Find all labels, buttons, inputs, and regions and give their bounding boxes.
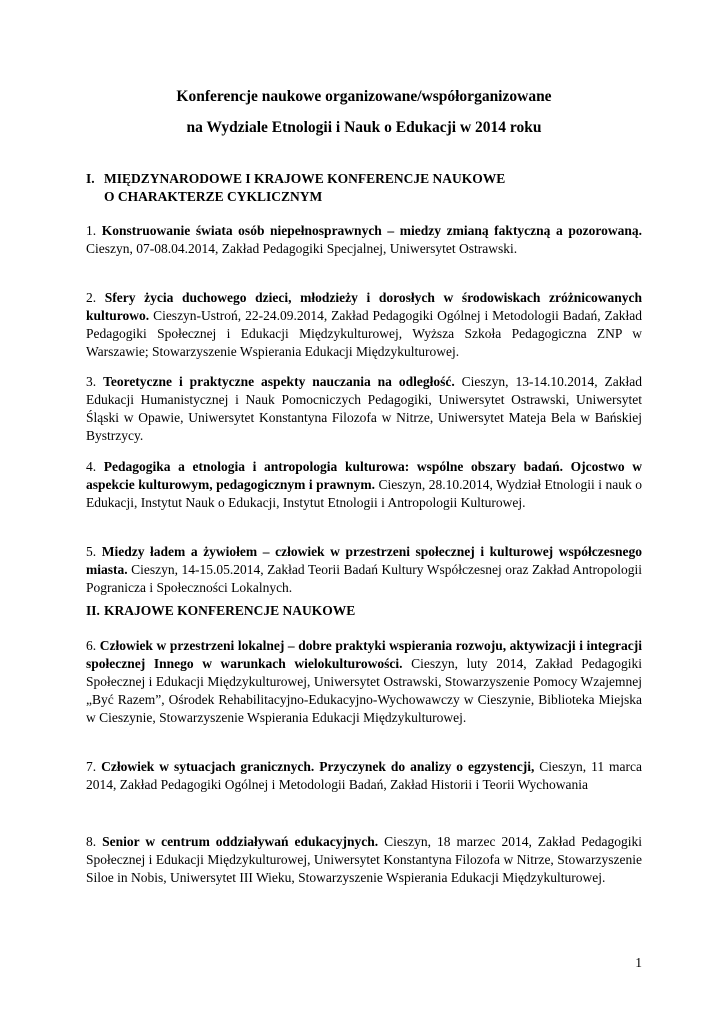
- item-title: Konstruowanie świata osób niepełnosprawnych – miedzy zmianą faktyczną a pozorowaną.: [101, 223, 643, 238]
- page-number: 1: [635, 955, 642, 970]
- item-number: 1.: [86, 223, 97, 238]
- item-details: Cieszyn, 28.10.2014, Wydział Etnologii i nauk o Edukacji, Instytut Nauk o Edukacji, Instytut Etnologii i Antropologii Kulturowej.: [86, 477, 642, 510]
- item-number: 6.: [86, 638, 97, 653]
- item-details: Cieszyn, 13-14.10.2014, Zakład Edukacji Humanistycznej i Nauk Pomocniczych Pedagogiki, Uniwersytet Ostrawski, Uniwersytet Śląski w Opawie, Uniwersytet Konstantyna Filozofa w Nitrze, Uniwersytet Mateja Bela w Bańskiej Bystrzycy.: [86, 374, 642, 443]
- item-details: Cieszyn, 18 marzec 2014, Zakład Pedagogiki Społecznej i Edukacji Międzykulturowej, Uniwersytet Konstantyna Filozofa w Nitrze, Stowarzyszenie Siloe in Nobis, Uniwersytet III Wieku, Stowarzyszenie Wspierania Edukacji Międzykulturowej.: [86, 834, 643, 885]
- conference-item: [86, 637, 642, 727]
- item-title: Człowiek w przestrzeni lokalnej – dobre praktyki wspierania rozwoju, aktywizacji i integracji społecznej Innego w warunkach wielokulturowości.: [86, 638, 642, 671]
- item-number: 4.: [86, 459, 97, 474]
- conference-item: [86, 543, 642, 597]
- item-title: Pedagogika a etnologia i antropologia kulturowa: wspólne obszary badań. Ojcostwo w aspekcie kulturowym, pedagogicznym i prawnym.: [86, 459, 643, 492]
- conference-item: [86, 373, 642, 445]
- item-details: Cieszyn-Ustroń, 22-24.09.2014, Zakład Pedagogiki Ogólnej i Metodologii Badań, Zakład Pedagogiki Społecznej i Edukacji Międzykulturowej, Wyższa Szkoła Pedagogiczna ZNP w Warszawie; Stowarzyszenie Wspierania Edukacji Międzykulturowej.: [86, 308, 643, 359]
- conference-item: [86, 289, 642, 361]
- section-title-line-2: O CHARAKTERZE CYKLICZNYM: [104, 189, 323, 204]
- item-details: Cieszyn, 07-08.04.2014, Zakład Pedagogiki Specjalnej, Uniwersytet Ostrawski.: [86, 241, 518, 256]
- document-title-line-1: Konferencje naukowe organizowane/współorganizowane: [176, 88, 552, 105]
- section-title-line-1: KRAJOWE KONFERENCJE NAUKOWE: [104, 603, 356, 618]
- conference-item: [86, 758, 642, 794]
- item-details: Cieszyn, luty 2014, Zakład Pedagogiki Społecznej i Edukacji Międzykulturowej, Uniwersytet Ostrawski, Stowarzyszenie Pomocy Wzajemnej „Być Razem”, Ośrodek Rehabilitacyjno-Edukacyjno-Wychowawczy w Cieszynie, Biblioteka Miejska w Cieszynie, Stowarzyszenie Wspierania Edukacji Międzykulturowej.: [86, 656, 642, 725]
- item-title: Człowiek w sytuacjach granicznych. Przyczynek do analizy o egzystencji,: [101, 759, 535, 774]
- section-heading-1: [86, 170, 642, 206]
- item-number: 8.: [86, 834, 97, 849]
- document-title-line-2: na Wydziale Etnologii i Nauk o Edukacji w 2014 roku: [186, 119, 542, 136]
- item-number: 3.: [86, 374, 97, 389]
- conference-item: [86, 833, 642, 887]
- item-details: Cieszyn, 14-15.05.2014, Zakład Teorii Badań Kultury Współczesnej oraz Zakład Antropologii Pogranicza i Społeczności Lokalnych.: [86, 562, 643, 595]
- item-title: Miedzy ładem a żywiołem – człowiek w przestrzeni społecznej i kulturowej współczesnego miasta.: [86, 544, 643, 577]
- item-number: 2.: [86, 290, 97, 305]
- section-title-line-1: MIĘDZYNARODOWE I KRAJOWE KONFERENCJE NAUKOWE: [104, 171, 506, 186]
- section-heading-2: [86, 602, 642, 620]
- section-number: II.: [86, 603, 100, 618]
- item-title: Senior w centrum oddziaływań edukacyjnych.: [102, 834, 379, 849]
- item-number: 7.: [86, 759, 97, 774]
- conference-item: [86, 222, 642, 258]
- conference-item: [86, 458, 642, 512]
- section-number: I.: [86, 171, 95, 186]
- item-details: Cieszyn, 11 marca 2014, Zakład Pedagogiki Ogólnej i Metodologii Badań, Zakład Historii i Teorii Wychowania: [86, 759, 643, 792]
- item-title: Teoretyczne i praktyczne aspekty nauczania na odległość.: [103, 374, 455, 389]
- item-title: Sfery życia duchowego dzieci, młodzieży i dorosłych w środowiskach zróżnicowanych kulturowo.: [86, 290, 643, 323]
- item-number: 5.: [86, 544, 97, 559]
